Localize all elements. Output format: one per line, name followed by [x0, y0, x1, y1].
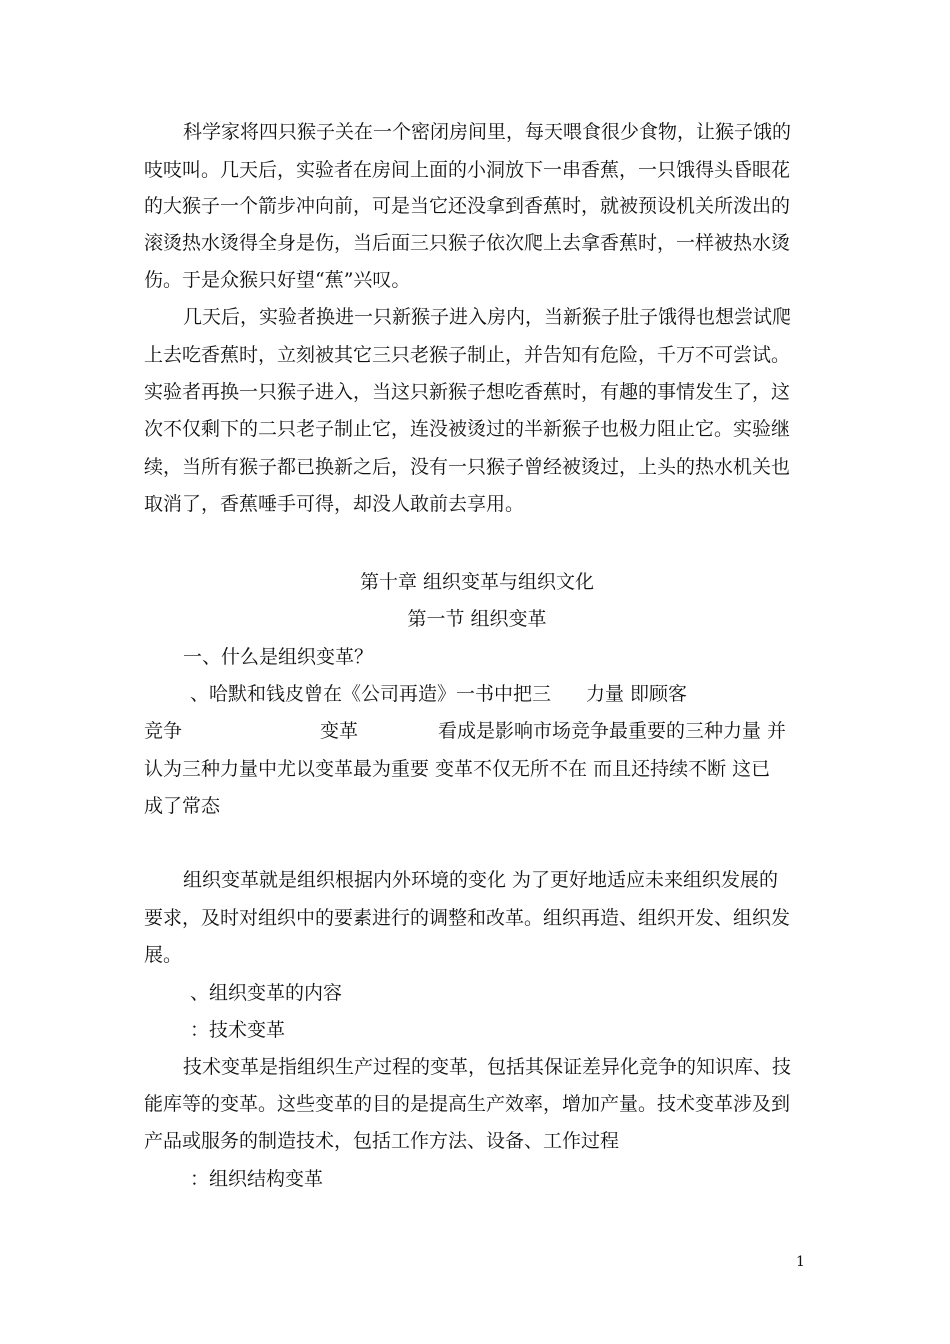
hammer-line2a: 竞争 [144, 720, 183, 742]
section-title: 第一节 组织变革 [407, 608, 547, 630]
hammer-line2c: 看成是影响市场竞争最重要的三种力量 并 [438, 720, 787, 742]
tech-line [144, 1129, 810, 1153]
text: 续，当所有猴子都已换新之后，没有一只猴子曾经被烫过，上头的热水机关也 [144, 456, 791, 478]
story-line [144, 455, 810, 479]
text: 实验者再换一只猴子进入，当这只新猴子想吃香蕉时，有趣的事情发生了，这 [144, 381, 791, 403]
story-line [183, 120, 810, 144]
text: 上去吃香蕉时，立刻被其它三只老猴子制止，并告知有危险，千万不可尝试。 [144, 344, 791, 366]
hammer-line2b: 变革 [320, 720, 359, 742]
definition-line [144, 906, 810, 930]
story-line [144, 158, 810, 182]
story-line [144, 343, 810, 367]
story-line [144, 268, 810, 292]
text: 滚烫热水烫得全身是伤，当后面三只猴子依次爬上去拿香蕉时，一样被热水烫 [144, 232, 791, 254]
text: 组织变革就是组织根据内外环境的变化 为了更好地适应未来组织发展的 [183, 869, 779, 891]
story-line [144, 231, 810, 255]
story-line [144, 194, 810, 218]
content-heading: 、组织变革的内容 [190, 982, 343, 1004]
text: 取消了，香蕉唾手可得，却没人敢前去享用。 [144, 493, 525, 515]
story-line [144, 492, 810, 516]
text: 几天后，实验者换进一只新猴子进入房内，当新猴子肚子饿得也想尝试爬 [183, 306, 792, 328]
hammer-line1a: 、哈默和钱皮曾在《公司再造》一书中把三 [190, 683, 552, 705]
story-line [144, 417, 810, 441]
hammer-line1b: 力量 即顾客 [586, 683, 688, 705]
definition-line [183, 868, 849, 892]
question-heading: 一、什么是组织变革？ [183, 646, 374, 668]
story-line [144, 380, 810, 404]
hammer-line4: 成了常态 [144, 795, 221, 817]
hammer-line3: 认为三种力量中尤以变革最为重要 变革不仅无所不在 而且还持续不断 这已 [144, 758, 771, 780]
text: 产品或服务的制造技术，包括工作方法、设备、工作过程 [144, 1130, 620, 1152]
struct-heading: ：组织结构变革 [190, 1168, 324, 1190]
text: 要求，及时对组织中的要素进行的调整和改革。组织再造、组织开发、组织发 [144, 907, 791, 929]
tech-line [183, 1055, 849, 1079]
chapter-title: 第十章 组织变革与组织文化 [359, 571, 595, 593]
text: 科学家将四只猴子关在一个密闭房间里，每天喂食很少食物，让猴子饿的 [183, 121, 792, 143]
text: 伤。于是众猴只好望“蕉”兴叹。 [144, 269, 411, 291]
definition-line [144, 943, 810, 967]
text: 能库等的变革。这些变革的目的是提高生产效率，增加产量。技术变革涉及到 [144, 1093, 791, 1115]
story-line [183, 305, 849, 329]
text: 吱吱叫。几天后，实验者在房间上面的小洞放下一串香蕉，一只饿得头昏眼花 [144, 159, 791, 181]
tech-line [144, 1092, 810, 1116]
text: 的大猴子一个箭步冲向前，可是当它还没拿到香蕉时，就被预设机关所泼出的 [144, 195, 791, 217]
tech-heading: ：技术变革 [190, 1019, 286, 1041]
page-number: 1 [796, 1254, 805, 1270]
text: 展。 [144, 944, 183, 966]
text: 次不仅剩下的二只老子制止它，连没被烫过的半新猴子也极力阻止它。实验继 [144, 418, 791, 440]
text: 技术变革是指组织生产过程的变革，包括其保证差异化竞争的知识库、技 [183, 1056, 792, 1078]
